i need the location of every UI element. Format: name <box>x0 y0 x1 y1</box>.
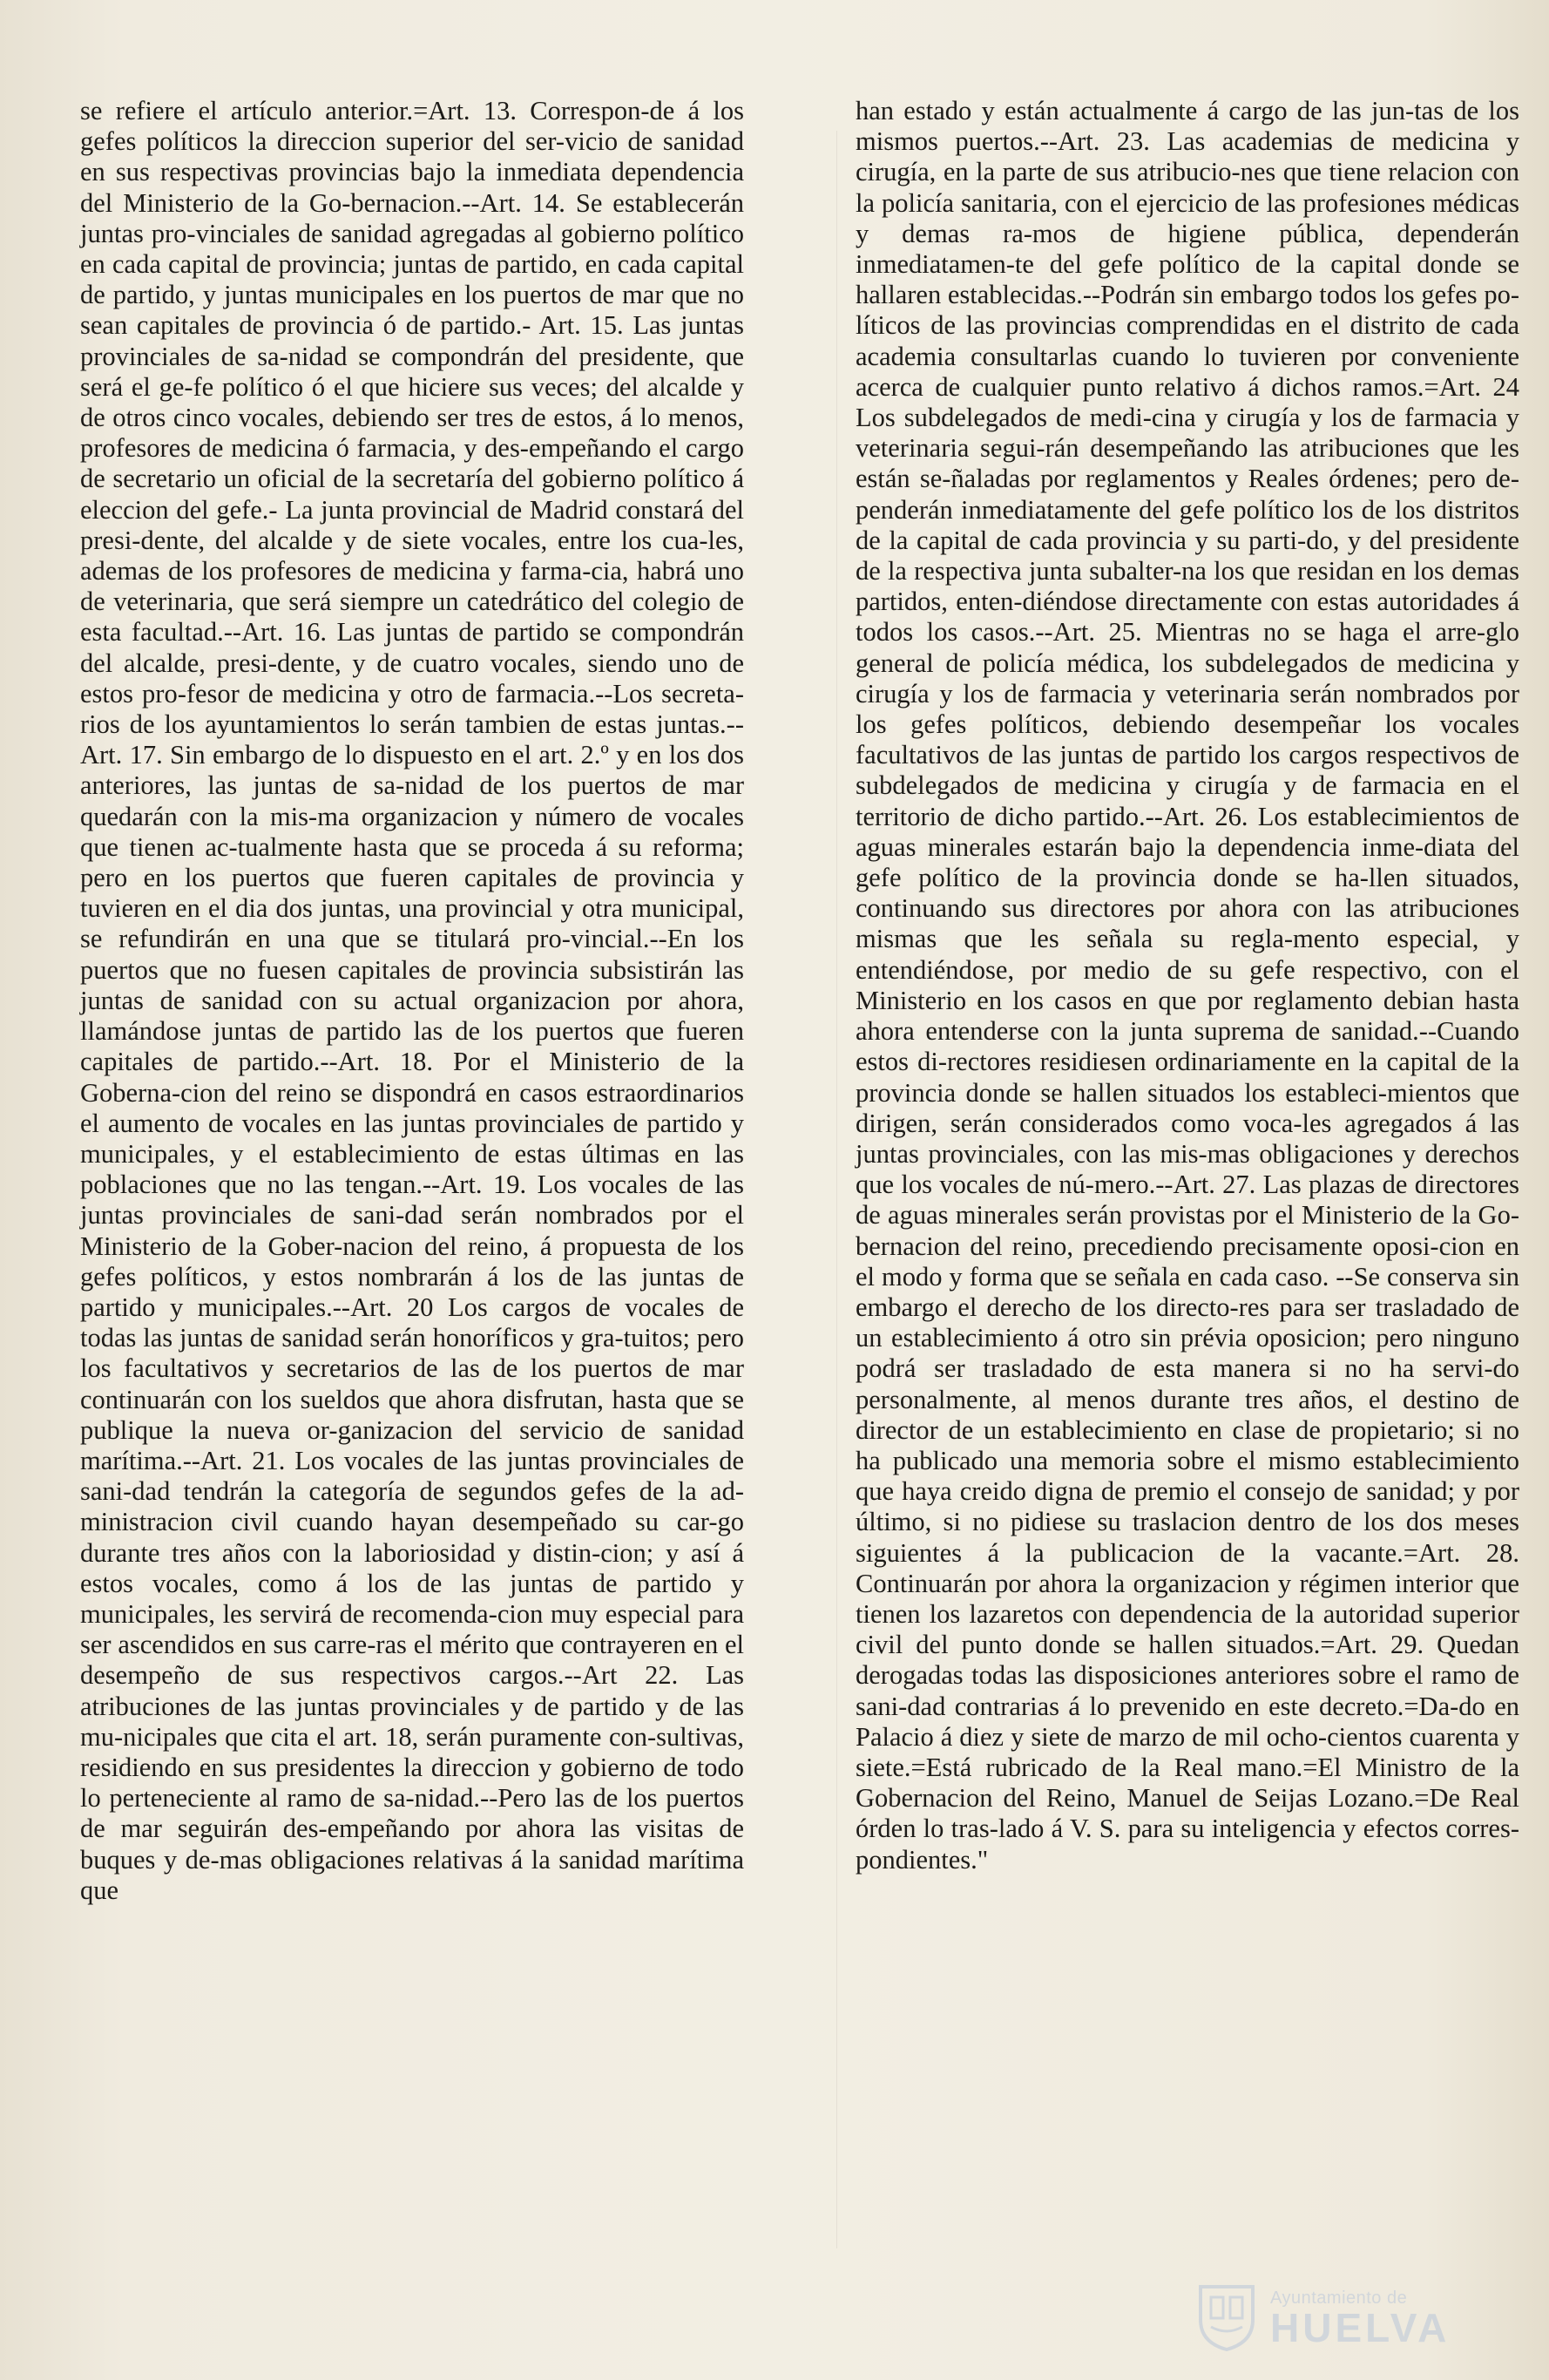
watermark-line-1: Ayuntamiento de <box>1270 2288 1408 2308</box>
text-column-left <box>80 96 744 1906</box>
left-column-text: se refiere el artículo anterior.=Art. 13. Correspon-de á los gefes políticos la direccion superior del ser-vicio de sanidad en sus respectivas provincias bajo la inmediata dependencia del Ministerio de la Go-bernacion.--Art. 14. Se establecerán juntas pro-vinciales de sanidad agregadas al gobierno político en cada capital de provincia; juntas de partido, en cada capital de partido, y juntas municipales en los puertos de mar que no sean capitales de provincia ó de partido.- Art. 15. Las juntas provinciales de sa-nidad se compondrán del presidente, que será el ge-fe político ó el que hiciere sus veces; del alcalde y de otros cinco vocales, debiendo ser tres de estos, á lo menos, profesores de medicina ó farmacia, y des-empeñando el cargo de secretario un oficial de la secretaría del gobierno político á eleccion del gefe.- La junta provincial de Madrid constará del presi-dente, del alcalde y de siete vocales, entre los cua-les, ademas de los profesores de medicina y farma-cia, habrá uno de veterinaria, que será siempre un catedrático del colegio de esta facultad.--Art. 16. Las juntas de partido se compondrán del alcalde, presi-dente, y de cuatro vocales, siendo uno de estos pro-fesor de medicina y otro de farmacia.--Los secreta-rios de los ayuntamientos lo serán tambien de estas juntas.--Art. 17. Sin embargo de lo dispuesto en el art. 2.º y en los dos anteriores, las juntas de sa-nidad de los puertos de mar quedarán con la mis-ma organizacion y número de vocales que tienen ac-tualmente hasta que se proceda á su reforma; pero en los puertos que fueren capitales de provincia y tuvieren en el dia dos juntas, una provincial y otra municipal, se refundirán en una que se titulará pro-vincial.--En los puertos que no fuesen capitales de provincia subsistirán las juntas de sanidad con su actual organizacion por ahora, llamándose juntas de partido las de los puertos que fueren capitales de partido.--Art. 18. Por el Ministerio de la Goberna-cion del reino se dispondrá en casos estraordinarios el aumento de vocales en las juntas provinciales de partido y municipales, y el establecimiento de estas últimas en las poblaciones que no las tengan.--Art. 19. Los vocales de las juntas provinciales de sani-dad serán nombrados por el Ministerio de la Gober-nacion del reino, á propuesta de los gefes políticos, y estos nombrarán á los de las juntas de partido y municipales.--Art. 20 Los cargos de vocales de todas las juntas de sanidad serán honoríficos y gra-tuitos; pero los facultativos y secretarios de las de los puertos de mar continuarán con los sueldos que ahora disfrutan, hasta que se publique la nueva or-ganizacion del servicio de sanidad marítima.--Art. 21. Los vocales de las juntas provinciales de sani-dad tendrán la categoría de segundos gefes de la ad-ministracion civil cuando hayan desempeñado su car-go durante tres años con la laboriosidad y distin-cion; y así á estos vocales, como á los de las juntas de partido y municipales, les servirá de recomenda-cion muy especial para ser ascendidos en sus carre-ras el mérito que contrayeren en el desempeño de sus respectivos cargos.--Art 22. Las atribuciones de las juntas provinciales y de partido y de las mu-nicipales que cita el art. 18, serán puramente con-sultivas, residiendo en sus presidentes la direccion y gobierno de todo lo perteneciente al ramo de sa-nidad.--Pero las de los puertos de mar seguirán des-empeñando por ahora las visitas de buques y de-mas obligaciones relativas á la sanidad marítima que <box>80 96 744 1905</box>
huelva-watermark <box>1195 2282 1483 2351</box>
text-column-right <box>856 96 1519 1875</box>
watermark-line-2: HUELVA <box>1270 2305 1451 2350</box>
right-column-text: han estado y están actualmente á cargo de las jun-tas de los mismos puertos.--Art. 23. Las academias de medicina y cirugía, en la parte de sus atribucio-nes que tiene relacion con la policía sanitaria, con el ejercicio de las profesiones médicas y demas ra-mos de higiene pública, dependerán inmediatamen-te del gefe político de la capital donde se hallaren establecidas.--Podrán sin embargo todos los gefes po-líticos de las provincias comprendidas en el distrito de cada academia consultarlas cuando lo tuvieren por conveniente acerca de cualquier punto relativo á dichos ramos.=Art. 24 Los subdelegados de medi-cina y cirugía y los de farmacia y veterinaria segui-rán desempeñando las atribuciones que les están se-ñaladas por reglamentos y Reales órdenes; pero de-penderán inmediatamente del gefe político los de los distritos de la capital de cada provincia y su parti-do, y del presidente de la respectiva junta subalter-na los que residan en los demas partidos, enten-diéndose directamente con estas autoridades á todos los casos.--Art. 25. Mientras no se haga el arre-glo general de policía médica, los subdelegados de medicina y cirugía y los de farmacia y veterinaria serán nombrados por los gefes políticos, debiendo desempeñar los vocales facultativos de las juntas de partido los cargos respectivos de subdelegados de medicina y cirugía y de farmacia en el territorio de dicho partido.--Art. 26. Los establecimientos de aguas minerales estarán bajo la dependencia inme-diata del gefe político de la provincia donde se ha-llen situados, continuando sus directores por ahora con las atribuciones mismas que les señala su regla-mento especial, y entendiéndose, por medio de su gefe respectivo, con el Ministerio en los casos en que por reglamento debian hasta ahora entenderse con la junta suprema de sanidad.--Cuando estos di-rectores residiesen ordinariamente en la capital de la provincia donde se hallen situados los estableci-mientos que dirigen, serán considerados como voca-les agregados á las juntas provinciales, con las mis-mas obligaciones y derechos que los vocales de nú-mero.--Art. 27. Las plazas de directores de aguas minerales serán provistas por el Ministerio de la Go-bernacion del reino, precediendo precisamente oposi-cion en el modo y forma que se señala en cada caso. --Se conserva sin embargo el derecho de los directo-res para ser trasladado de un establecimiento á otro sin prévia oposicion; pero ninguno podrá ser trasladado de esta manera si no ha servi-do personalmente, al menos durante tres años, el destino de director de un establecimiento en clase de propietario; si no ha publicado una memoria sobre el mismo establecimiento que haya creido digna de premio el consejo de sanidad; y por último, si no pidiese su traslacion dentro de los dos meses siguientes á la publicacion de la vacante.=Art. 28. Continuarán por ahora la organizacion y régimen interior que tienen los lazaretos con dependencia de la autoridad superior civil del punto donde se hallen situados.=Art. 29. Quedan derogadas todas las disposiciones anteriores sobre el ramo de sani-dad contrarias á lo prevenido en este decreto.=Da-do en Palacio á diez y siete de marzo de mil ocho-cientos cuarenta y siete.=Está rubricado de la Real mano.=El Ministro de la Gobernacion del Reino, Manuel de Seijas Lozano.=De Real órden lo tras-lado á V. S. para su inteligencia y efectos corres-pondientes." <box>856 96 1519 1875</box>
city-crest-icon <box>1195 2282 1258 2351</box>
column-gutter <box>836 131 837 2248</box>
